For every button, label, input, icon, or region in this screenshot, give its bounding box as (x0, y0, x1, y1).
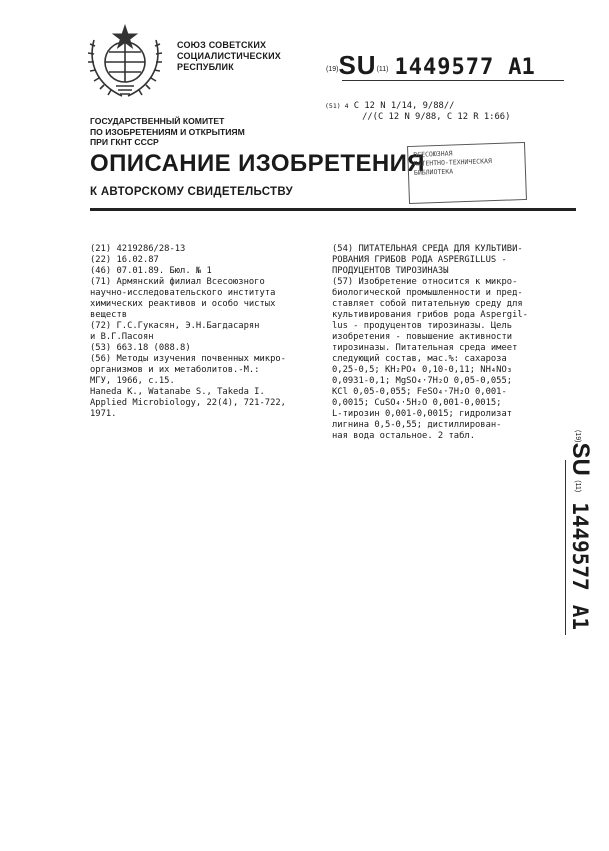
country-name (177, 40, 281, 73)
country-line: СОЮЗ СОВЕТСКИХ (177, 40, 267, 50)
kind-code: A1 (508, 55, 535, 80)
state-emblem-icon (86, 22, 164, 102)
abstract-line: РОВАНИЯ ГРИБОВ РОДА ASPERGILLUS - (332, 255, 507, 265)
biblio-line: (46) 07.01.89. Бюл. № 1 (90, 266, 212, 276)
biblio-line: (71) Армянский филиал Всесоюзного (90, 277, 265, 287)
abstract-line: 0,0015; CuSO₄·5H₂O 0,001-0,0015; (332, 398, 502, 408)
committee-name (90, 116, 245, 148)
side-country-code: SU (567, 442, 594, 476)
patent-number-block (326, 50, 535, 81)
biblio-line: (22) 16.02.87 (90, 255, 159, 265)
abstract-line: 0,25-0,5; KH₂PO₄ 0,10-0,11; NH₄NO₃ (332, 365, 513, 375)
abstract-line: ная вода остальное. 2 табл. (332, 431, 475, 441)
committee-line: ПРИ ГКНТ СССР (90, 137, 159, 147)
number-marker: (11) (376, 66, 389, 73)
side-patent-number: 1449577 (568, 502, 592, 591)
abstract-line: биологической промышленности и пред- (332, 288, 523, 298)
abstract-line: L-тирозин 0,001-0,0015; гидролизат (332, 409, 513, 419)
stamp-line: БИБЛИОТЕКА (413, 167, 454, 177)
biblio-line: и В.Г.Пасоян (90, 332, 154, 342)
biblio-line: (56) Методы изучения почвенных микро- (90, 354, 286, 364)
abstract (332, 244, 554, 442)
abstract-line: лигнина 0,5-0,55; дистиллирован- (332, 420, 502, 430)
stamp-line: ПАТЕНТНО-ТЕХНИЧЕСКАЯ (413, 157, 493, 168)
patent-number-underline (342, 80, 564, 81)
biblio-line: 1971. (90, 409, 117, 419)
country-code-marker: (19) (326, 66, 339, 73)
biblio-line: МГУ, 1966, с.15. (90, 376, 175, 386)
biblio-line: Applied Microbiology, 22(4), 721-722, (90, 398, 286, 408)
abstract-line: культивирования грибов рода Aspergil- (332, 310, 528, 320)
ipc-classification (325, 101, 510, 123)
abstract-line: изобретения - повышение активности (332, 332, 513, 342)
abstract-line: тирозиназы. Питательная среда имеет (332, 343, 518, 353)
biblio-line: (21) 4219286/28-13 (90, 244, 186, 254)
side-kind-code: A1 (568, 604, 592, 630)
abstract-line: (54) ПИТАТЕЛЬНАЯ СРЕДА ДЛЯ КУЛЬТИВИ- (332, 244, 523, 254)
biblio-line: веществ (90, 310, 128, 320)
library-stamp (407, 142, 527, 204)
biblio-line: организмов и их метаболитов.-М.: (90, 365, 260, 375)
abstract-line: lus - продуцентов тирозиназы. Цель (332, 321, 513, 331)
side-patent-number (562, 430, 594, 680)
biblio-line: химических реактивов и особо чистых (90, 299, 276, 309)
committee-line: ПО ИЗОБРЕТЕНИЯМ И ОТКРЫТИЯМ (90, 126, 245, 137)
country-line: РЕСПУБЛИК (177, 62, 234, 72)
abstract-line: следующий состав, мас.%: сахароза (332, 354, 507, 364)
ipc-marker: (51) 4 (325, 102, 349, 110)
side-country-code-marker: (19) (574, 430, 581, 443)
patent-number: 1449577 (394, 55, 495, 80)
country-code: SU (338, 50, 377, 80)
stamp-line: ВСЕСОЮЗНАЯ (413, 149, 453, 159)
biblio-line: (72) Г.С.Гукасян, Э.Н.Багдасарян (90, 321, 260, 331)
biblio-line: научно-исследовательского института (90, 288, 276, 298)
document-title: ОПИСАНИЕ ИЗОБРЕТЕНИЯ (90, 150, 425, 177)
abstract-line: ставляет собой питательную среду для (332, 299, 523, 309)
abstract-line: KCl 0,05-0,055; FeSO₄·7H₂O 0,001- (332, 387, 507, 397)
ipc-line: //(C 12 N 9/88, C 12 R 1:66) (362, 112, 511, 122)
abstract-line: (57) Изобретение относится к микро- (332, 277, 518, 287)
biblio-line: Haneda K., Watanabe S., Takeda I. (90, 387, 265, 397)
side-number-marker: (11) (574, 480, 581, 493)
bibliographic-data (90, 244, 305, 420)
document-subtitle: К АВТОРСКОМУ СВИДЕТЕЛЬСТВУ (90, 186, 293, 198)
ipc-line: C 12 N 1/14, 9/88// (353, 101, 455, 111)
country-line: СОЦИАЛИСТИЧЕСКИХ (177, 51, 281, 61)
header-rule (90, 208, 576, 211)
abstract-line: 0,0931-0,1; MgSO₄·7H₂O 0,05-0,055; (332, 376, 513, 386)
committee-line: ГОСУДАРСТВЕННЫЙ КОМИТЕТ (90, 116, 225, 126)
side-underline (565, 460, 566, 635)
abstract-line: ПРОДУЦЕНТОВ ТИРОЗИНАЗЫ (332, 266, 449, 276)
biblio-line: (53) 663.18 (088.8) (90, 343, 191, 353)
